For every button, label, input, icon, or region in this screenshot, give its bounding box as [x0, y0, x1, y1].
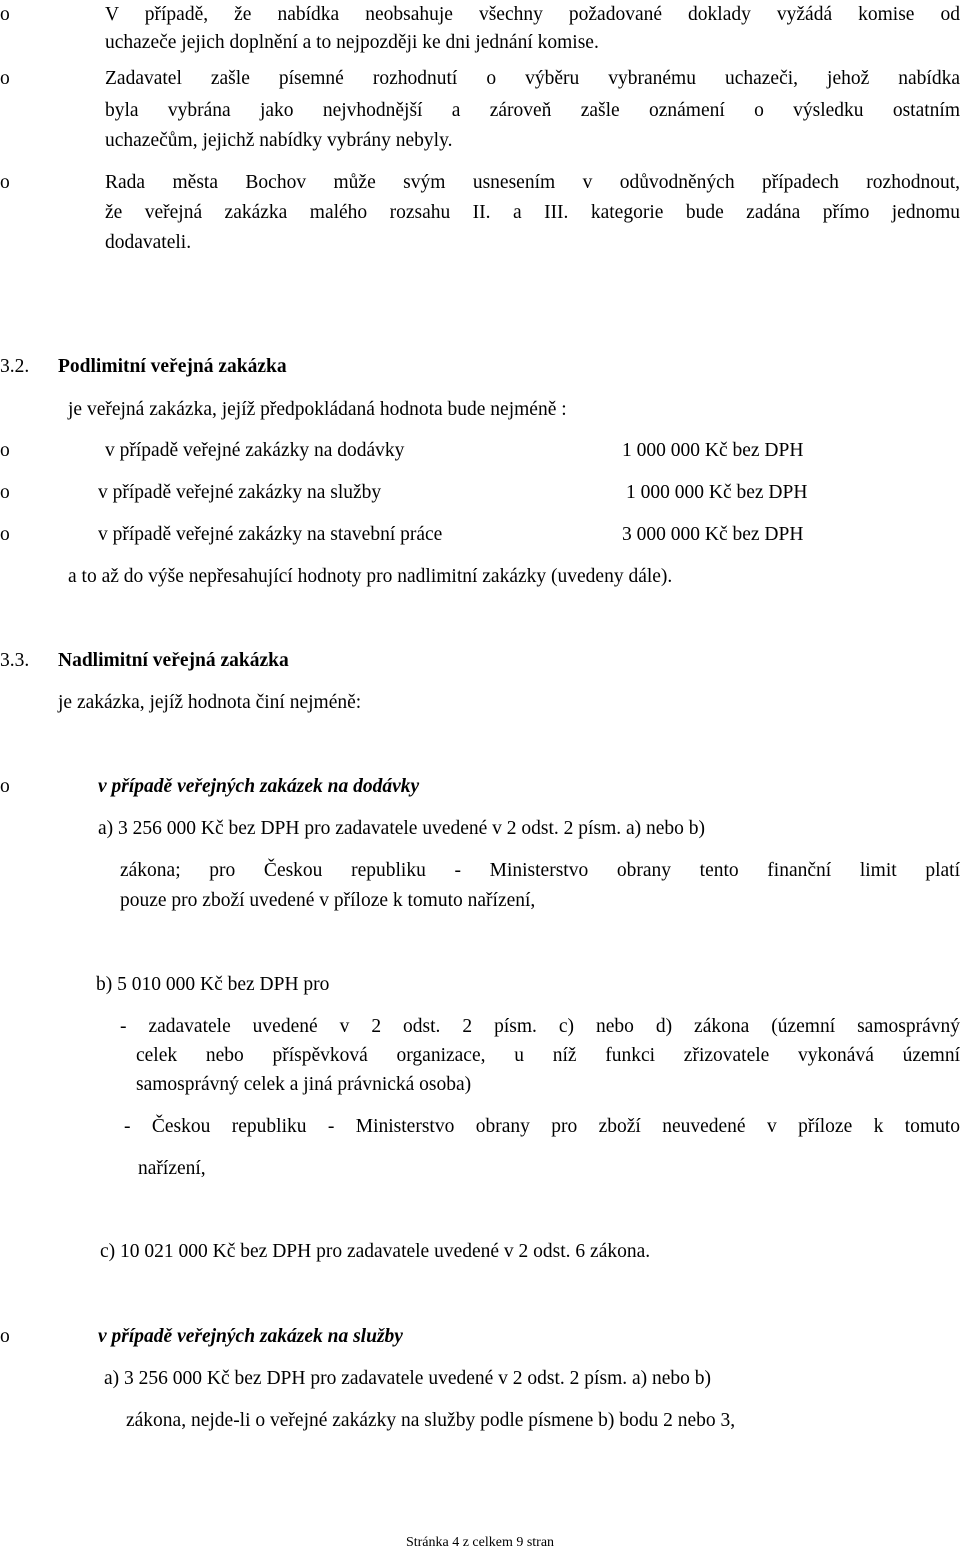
limit-b-dash1-line-3: samosprávný celek a jiná právnická osoba) — [136, 1074, 472, 1095]
bullet-3-line-3: dodavateli. — [105, 232, 192, 253]
item-value: 1 000 000 Kč bez DPH — [626, 482, 808, 503]
subsection-marker: o — [0, 1326, 10, 1347]
bullet-marker: o — [0, 172, 10, 193]
item-marker: o — [0, 440, 10, 461]
bullet-1-line-1: V případě, že nabídka neobsahuje všechny požadované doklady vyžádá komise od — [105, 4, 960, 25]
bullet-2-line-2: byla vybrána jako nejvhodnější a zároveň zašle oznámení o výsledku ostatním — [105, 100, 960, 121]
item-value: 1 000 000 Kč bez DPH — [622, 440, 804, 461]
item-marker: o — [0, 524, 10, 545]
limit-b-line: b) 5 010 000 Kč bez DPH pro — [96, 974, 330, 995]
subsection-heading-dodavky: v případě veřejných zakázek na dodávky — [98, 776, 420, 797]
limit-b-dash2-line-2: nařízení, — [138, 1158, 206, 1179]
limit-b-dash1-line-1: - zadavatele uvedené v 2 odst. 2 písm. c) nebo d) zákona (územní samosprávný — [120, 1016, 960, 1037]
bullet-2-line-1: Zadavatel zašle písemné rozhodnutí o výběru vybranému uchazeči, jehož nabídka — [105, 68, 960, 89]
item-value: 3 000 000 Kč bez DPH — [622, 524, 804, 545]
limit-a-line: a) 3 256 000 Kč bez DPH pro zadavatele uvedené v 2 odst. 2 písm. a) nebo b) — [98, 818, 706, 839]
section-intro: je zakázka, jejíž hodnota činí nejméně: — [58, 692, 362, 713]
section-title: Nadlimitní veřejná zakázka — [58, 650, 289, 671]
limit-b-dash1-line-2: celek nebo příspěvková organizace, u níž funkci zřizovatele vykonává územní — [136, 1045, 960, 1066]
services-limit-a-line: a) 3 256 000 Kč bez DPH pro zadavatele uvedené v 2 odst. 2 písm. a) nebo b) — [104, 1368, 712, 1389]
subsection-marker: o — [0, 776, 10, 797]
item-label: v případě veřejné zakázky na služby — [98, 482, 382, 503]
bullet-1-line-2: uchazeče jejich doplnění a to nejpozději ke dni jednání komise. — [105, 32, 599, 53]
services-limit-a-cont: zákona, nejde-li o veřejné zakázky na služby podle písmene b) bodu 2 nebo 3, — [126, 1410, 736, 1431]
page-footer: Stránka 4 z celkem 9 stran — [405, 1535, 555, 1550]
bullet-3-line-1: Rada města Bochov může svým usnesením v odůvodněných případech rozhodnout, — [105, 172, 960, 193]
limit-a-cont-1: zákona; pro Českou republiku - Ministerstvo obrany tento finanční limit platí — [120, 860, 960, 881]
subsection-heading-sluzby: v případě veřejných zakázek na služby — [98, 1326, 403, 1347]
section-outro: a to až do výše nepřesahující hodnoty pro nadlimitní zakázky (uvedeny dále). — [68, 566, 673, 587]
limit-a-cont-2: pouze pro zboží uvedené v příloze k tomuto nařízení, — [120, 890, 536, 911]
section-number: 3.2. — [0, 356, 30, 377]
bullet-marker: o — [0, 4, 10, 25]
bullet-3-line-2: že veřejná zakázka malého rozsahu II. a III. kategorie bude zadána přímo jednomu — [105, 202, 960, 223]
item-label: v případě veřejné zakázky na stavební práce — [98, 524, 443, 545]
section-title: Podlimitní veřejná zakázka — [58, 356, 287, 377]
item-marker: o — [0, 482, 10, 503]
item-label: v případě veřejné zakázky na dodávky — [105, 440, 405, 461]
bullet-2-line-3: uchazečům, jejichž nabídky vybrány nebyly. — [105, 130, 453, 151]
limit-b-dash2-line-1: - Českou republiku - Ministerstvo obrany pro zboží neuvedené v příloze k tomuto — [124, 1116, 960, 1137]
section-intro: je veřejná zakázka, jejíž předpokládaná hodnota bude nejméně : — [68, 399, 567, 420]
limit-c-line: c) 10 021 000 Kč bez DPH pro zadavatele uvedené v 2 odst. 6 zákona. — [100, 1241, 651, 1262]
section-number: 3.3. — [0, 650, 30, 671]
bullet-marker: o — [0, 68, 10, 89]
